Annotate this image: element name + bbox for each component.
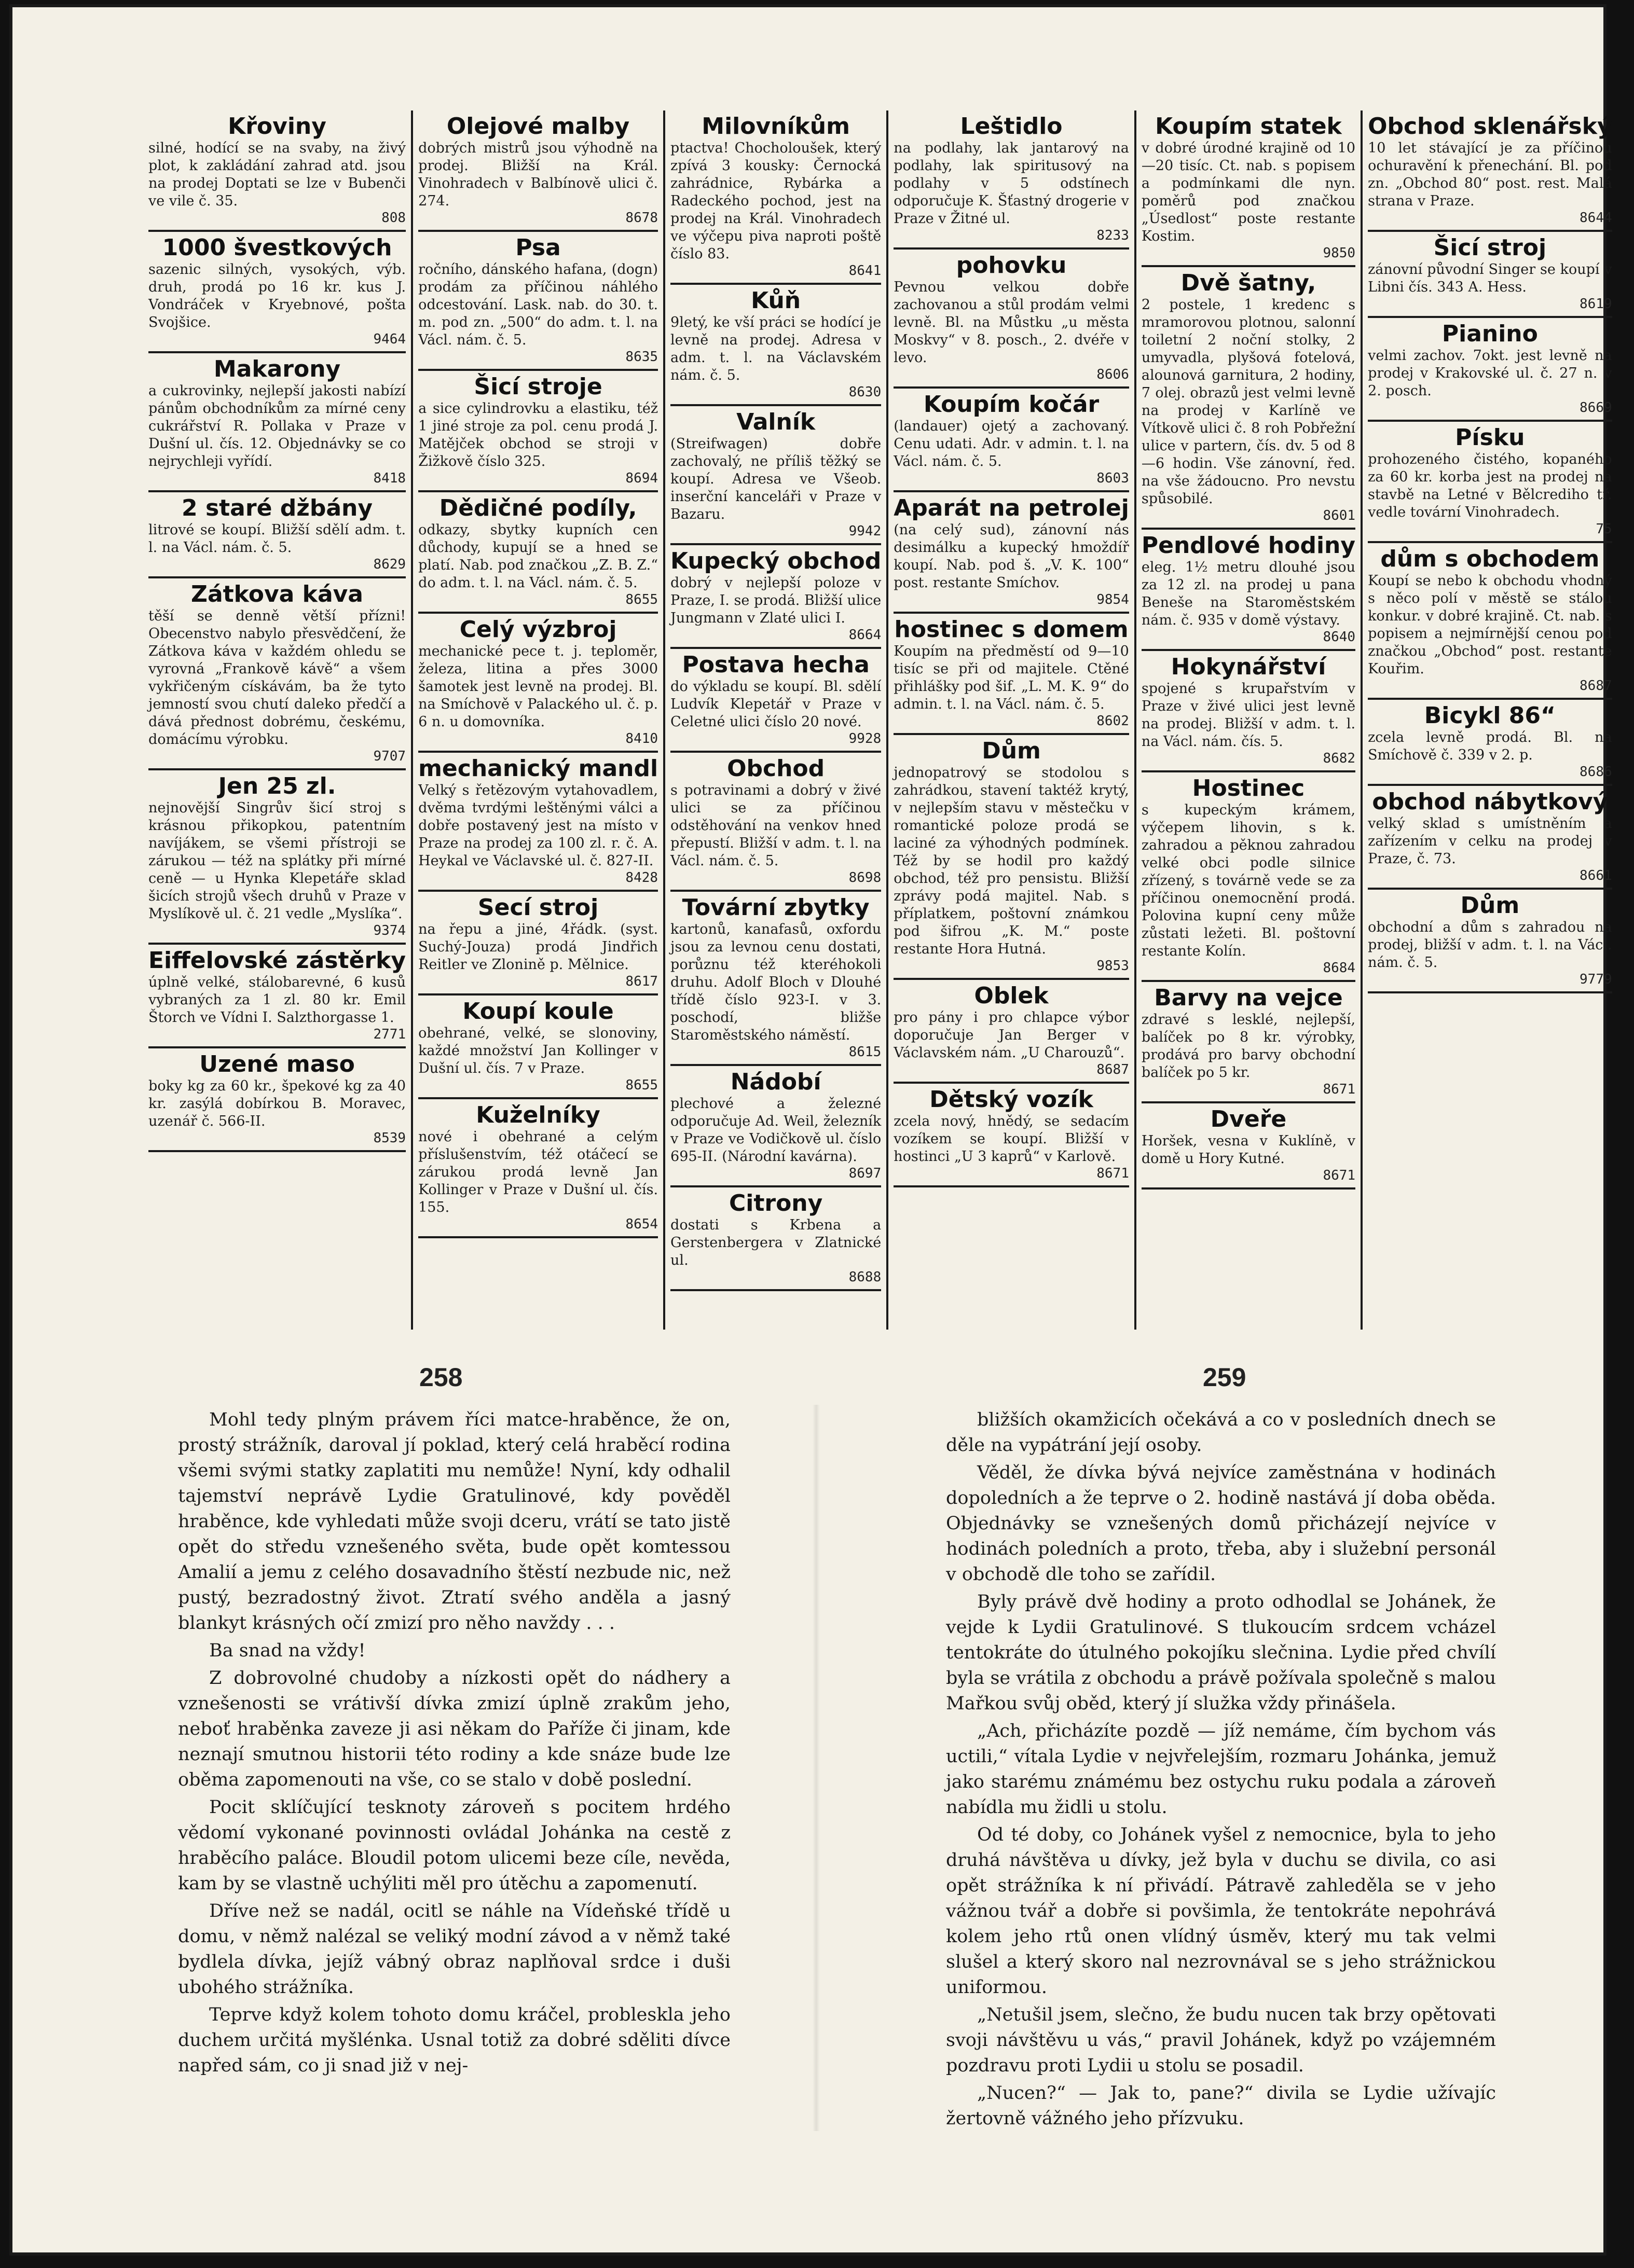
story-column-left [178,1407,731,2081]
ad-heading: Koupí koule [462,998,614,1025]
classified-ad [894,614,1129,735]
story-paragraph: „Netušil jsem, slečno, že budu nucen tak brzy opětovati svoji návštěvu u vás,“ pravil Johánek, když po vzájemném pozdravu proti Lydii u stolu se posadil. [946,2004,1496,2076]
page-fold [813,1405,820,2131]
ad-text: (Streifwagen) dobře zachovalý, ne příliš těžký se koupí. Adresa ve Všeob. inserční kanceláři v Praze v Bazaru. [670,436,882,522]
ad-number: 8686 [1580,764,1612,780]
ad-heading: Makarony [213,356,341,382]
classified-ad [670,1066,881,1187]
newspaper-page [9,4,1612,2256]
ad-number: 9928 [848,731,882,746]
ad-number: 8669 [1580,400,1612,416]
story-paragraph: „Nucen?“ — Jak to, pane?“ divila se Lydie užívajíc žertovně vážného jeho přízvuku. [946,2083,1496,2129]
ad-text: 2 postele, 1 kredenc s mramorovou plotnou, salonní toiletní 2 noční stolky, 2 umyvadla, plyšová fotelová, alounová garnitura, 2 hodiny, 7 olej. obrazů jest velmi levně na prodej v Karlíně ve Vítkově ulici č. 8 roh Pobřežní ulice v partern, čís. dv. 5 od 8—6 hodin. Vše zánovní, řed. na vše žádoucno. Pro nevstu spůsobilé. [1141,297,1356,507]
classified-ad [418,492,658,614]
ad-text: zánovní původní Singer se koupí v Libni čís. 343 A. Hess. [1368,261,1612,295]
classified-ad [1368,890,1612,993]
classified-ad [670,649,881,753]
classified-ad [894,110,1129,250]
ad-heading: hostinec s domem [894,616,1129,643]
classified-ad [1368,318,1612,422]
ad-number: 9707 [373,749,406,764]
classified-ad [894,1084,1129,1187]
ad-number: 8410 [625,731,658,746]
ads-column [663,110,886,1330]
ad-number: 8619 [1580,296,1612,312]
ad-heading: Dvě šatny, [1180,270,1316,296]
ad-number: 9374 [373,923,406,938]
ads-column [143,110,411,1330]
classified-ad [670,892,881,1066]
ad-text: mechanické pece t. j. teploměr, železa, litina a přes 3000 šamotek jest levně na prodej. Bl. na Smíchově v Palackého ul. č. p. 6 n. u domovníka. [418,643,658,730]
story-paragraph: Věděl, že dívka bývá nejvíce zaměstnána v hodinách dopoledních a že teprve o 2. hodině nastává jí doba oběda. Objednávky se vznešených domů přicházejí nejvíce v hodinách poledních a proto, třeba, aby i služební personál v obchodě dle toho se zařídil. [946,1462,1496,1585]
ad-number: 8684 [1323,960,1356,976]
classified-ad [670,110,881,285]
ad-number: 8615 [848,1044,882,1060]
ad-number: 9854 [1096,592,1129,607]
ad-heading: Leštidlo [960,113,1063,140]
ad-text: prohozeného čistého, kopaného za 60 kr. korba jest na prodej na stavbě na Letné v Bělcrediho tř. vedle tovární Vinohradech. [1368,451,1612,520]
ad-heading: Obchod [727,755,825,782]
classified-ad [418,1099,658,1238]
classified-ad [1368,110,1612,232]
ads-column [1361,110,1617,1330]
story-column-right [946,1407,1496,2134]
ad-text: boky kg za 60 kr., špekové kg za 40 kr. zasýlá dobírkou B. Moravec, uzenář č. 566-II. [148,1078,406,1129]
ad-text: jednopatrový se stodolou s zahrádkou, stavení taktéž krytý, v nejlepším stavu v městečku v romantické poloze prodá se laciné za výhodných podmínek. Též by se hodil pro každý obchod, též pro pensistu. Bližší zprávy podá majitel. Nab. s příplatkem, poštovní známkou pod šifrou „K. M.“ poste restante Hora Hutná. [894,765,1129,957]
ad-heading: Dědičné podíly, [439,495,637,521]
ad-number: 8688 [848,1269,882,1285]
ad-heading: Uzené maso [199,1051,355,1077]
classified-ad [894,389,1129,492]
classified-ad [1142,110,1355,267]
classified-ad [148,353,406,492]
story-paragraph: Pocit sklíčující tesknoty zároveň s pocitem hrdého vědomí vykonané povinnosti ovládal Johánka na cestě z hraběcího paláce. Bloudil potom ulicemi beze cíle, nevěda, kam by se vlastně uchýliti měl pro útěchu a zapomenutí. [178,1797,731,1894]
ad-text: zdravé s lesklé, nejlepší, balíček po 8 kr. výrobky, prodává pro barvy obchodní balíček po 5 kr. [1141,1012,1356,1081]
ad-text: a cukrovinky, nejlepší jakosti nabízí pánům obchodníkům za mírné ceny cukrářství R. Pollaka v Praze v Dušní ul. čís. 12. Objednávky se co nejrychleji vyřídí. [148,383,406,469]
classified-ad [418,892,658,995]
classified-ad [418,232,658,371]
ad-number: 8233 [1096,228,1129,243]
ad-text: 9letý, ke vší práci se hodící je levně na prodej. Adresa v adm. t. l. na Václavském nám. č. 5. [670,314,882,383]
ad-text: a sice cylindrovku a elastiku, též 1 jiné stroje za pol. cenu prodá J. Matějček obchod se stroji v Žižkově číslo 325. [418,400,658,469]
ads-column [886,110,1134,1330]
ad-number: 8606 [1096,367,1129,382]
ad-heading: Koupím kočár [923,391,1100,418]
ad-number: 8694 [625,471,658,486]
ad-number: 8687 [1580,678,1612,694]
ad-heading: Písku [1455,424,1525,451]
ad-number: 8635 [625,349,658,365]
ad-heading: Obchod sklenářský [1368,113,1612,140]
ad-number: 8698 [848,870,882,886]
ad-text: (landauer) ojetý a zachovaný. Cenu udati. Adr. v admin. t. l. na Václ. nám. č. 5. [894,418,1129,469]
classified-ad [670,406,881,545]
ads-column [1134,110,1361,1330]
ad-text: zcela nový, hnědý, se sedacím vozíkem se koupí. Bližší v hostinci „U 3 kaprů“ v Karlově. [894,1113,1129,1165]
ad-number: 8654 [625,1216,658,1232]
ad-text: úplně velké, stálobarevné, 6 kusů vybraných za 1 zl. 80 kr. Emil Štorch ve Vídni I. Salzthorgasse 1. [148,974,406,1026]
classified-ad [148,578,406,770]
classified-ad [670,545,881,649]
classified-ad [1368,232,1612,318]
ad-text: těší se denně větší přízni! Obecenstvo nabylo přesvědčení, že Zátkova káva v každém ohledu se vyrovná „Frankově kávě“ a všem vykřičeným cískávám, ba že tyto jemností svou chutí daleko předčí a dává přednost dobrému, českému, domácímu výrobku. [148,608,406,748]
ad-heading: Šicí stroj [1433,234,1547,261]
story-paragraph: Ba snad na vždy! [209,1640,366,1661]
ad-number: 8644 [1580,210,1612,226]
ad-number: 8617 [625,974,658,989]
ad-text: do výkladu se koupí. Bl. sdělí Ludvík Klepetář v Praze v Celetné ulici číslo 20 nové. [670,679,882,730]
ad-heading: mechanický mandl [418,755,658,782]
ad-number: 8678 [625,210,658,226]
ad-text: (na celý sud), zánovní nás desimálku a kupecký hmoždíř koupí. Nab. pod š. „V. K. 100“ post. restante Smíchov. [894,522,1129,591]
story-paragraph: „Ach, přicházíte pozdě — jíž nemáme, čím bychom vás uctili,“ vítala Lydie v nejvřelejším, rozmaru Johánka, jemuž jako starému známému bez ostychu ruku podala a zároveň nabídla mu židli u stolu. [946,1721,1496,1818]
ad-text: obchodní a dům s zahradou na prodej, bližší v adm. t. l. na Václ. nám. č. 5. [1368,919,1612,971]
classified-ad [1368,700,1612,786]
ad-heading: obchod nábytkový [1372,789,1608,815]
ad-number: 9853 [1096,958,1129,974]
ad-heading: Dům [982,738,1041,764]
ad-heading: Pendlové hodiny [1141,532,1356,559]
ad-heading: Jen 25 zl. [218,773,336,799]
classified-ad [670,285,881,406]
ad-heading: Zátkova káva [191,581,364,607]
ad-number: 8687 [1096,1062,1129,1077]
story-paragraph: Mohl tedy plným právem říci matce-hraběnce, že on, prostý strážník, daroval jí poklad, který celá hraběcí rodina všemi svými statky zaplatiti mu nemůže! Nyní, kdy odhalil tajemství neprávě Lydie Gratulinové, kdy pověděl hraběnce, kde vyhledati může svoji dceru, vrátí se tato jistě opět do středu vznešeného světa, bude opět komtessou Amalií a jemu z celého dosavadního štěstí nezbude nic, než pustý, bezradostný život. Ztratí svého anděla a jasný blankyt krásných očí zmizí pro něho navždy . . . [178,1409,731,1634]
ad-heading: Postava hecha [682,652,870,678]
ad-heading: Valník [736,409,816,435]
ad-text: dobrý v nejlepší poloze v Praze, I. se prodá. Bližší ulice Jungmann v Zlaté ulici I. [670,575,882,626]
ad-heading: dům s obchodem [1380,546,1600,572]
ad-text: dobrých mistrů jsou výhodně na prodej. Bližší na Král. Vinohradech v Balbínově ulici č. 274. [418,140,658,209]
classified-ad [670,753,881,892]
ad-heading: 2 staré džbány [182,495,373,521]
classified-ad [148,492,406,578]
classified-ad [418,995,658,1099]
page-number-right: 259 [1203,1363,1246,1392]
ad-heading: Oblek [974,983,1049,1009]
ad-number: 8671 [1096,1166,1129,1181]
ad-heading: Bicykl 86“ [1424,702,1556,729]
story-paragraph: Z dobrovolné chudoby a nízkosti opět do nádhery a vznešenosti se vrátivší dívka zmizí úplně zrakům jeho, neboť hraběnka zaveze ji asi někam do Paříže či jinam, kde neznají smutnou historii této rodiny a kde snáze bude lze oběma zapomenouti na vše, co se stalo v době poslední. [178,1668,731,1790]
ad-number: 9464 [373,331,406,347]
ad-text: kartonů, kanafasů, oxfordu jsou za levnou cenu dostati, porůznu též kteréhokoli druhu. Adolf Bloch v Dlouhé třídě číslo 923-I. v 3. poschodí, bližše Staroměstského náměstí. [670,921,882,1043]
ad-number: 75 [1596,521,1612,537]
ad-number: 8655 [625,1077,658,1093]
ad-number: 8629 [373,557,406,572]
ad-heading: Barvy na vejce [1154,985,1343,1011]
ad-number: 9850 [1323,245,1356,261]
classified-ad [670,1187,881,1291]
ad-heading: 1000 švestkových [162,234,392,261]
classified-ad [894,735,1129,980]
ad-text: v dobré úrodné krajině od 10—20 tisíc. Ct. nab. s popisem a podmínkami dle nyn. poměrů pod značkou „Úsedlost“ poste restante Kostim. [1141,140,1356,244]
ad-heading: Milovníkům [702,113,850,140]
classified-ad [1142,982,1355,1103]
ad-number: 8661 [1580,868,1612,883]
ad-number: 8601 [1323,508,1356,523]
ad-heading: Dětský vozík [929,1086,1093,1113]
page-number-left: 258 [419,1363,463,1392]
ad-heading: Kuželníky [476,1102,600,1128]
ad-heading: Nádobí [730,1069,821,1095]
ad-heading: Křoviny [228,113,326,140]
ad-number: 8671 [1323,1082,1356,1097]
ad-text: spojené s krupařstvím v Praze v živé ulici jest levně na prodej. Bližší v adm. t. l. na Václ. nám. čís. 5. [1141,681,1356,750]
ad-number: 8682 [1323,751,1356,766]
ad-heading: Secí stroj [477,894,599,921]
ad-text: ptactva! Chocholoušek, který zpívá 3 kousky: Černocká zahrádnice, Rybárka a Radeckého pochod, jest na prodej na Král. Vinohradech ve výčepu piva naproti poště číslo 83. [670,140,882,262]
classified-ad [148,1048,406,1152]
ad-text: Koupím na předměstí od 9—10 tisíc se při od majitele. Ctěné přihlášky pod šif. „L. M. K. 9“ do admin. t. l. na Václ. nám. č. 5. [894,643,1129,712]
ad-text: silné, hodící se na svaby, na živý plot, k zakládání zahrad atd. jsou na prodej Doptati se lze v Bubenči ve vile č. 35. [148,140,406,209]
classified-ad [1368,543,1612,700]
ad-text: Horšek, vesna v Kuklíně, v domě u Hory Kutné. [1141,1133,1356,1167]
ad-text: na řepu a jiné, 4řádk. (syst. Suchý-Jouza) prodá Jindřich Reitler ve Zlonině p. Mělnice. [418,921,658,973]
ad-text: na podlahy, lak jantarový na podlahy, lak spiritusový na podlahy v 5 odstínech odporučuje K. Šťastný drogerie v Praze v Žitné ul. [894,140,1129,227]
ad-text: odkazy, sbytky kupních cen důchody, kupují se a hned se platí. Nab. pod značkou „Z. B. Z.“ do adm. t. l. na Václ. nám. č. 5. [418,522,658,591]
ad-heading: Hokynářství [1171,654,1326,680]
classified-ad [1142,530,1355,651]
ad-text: velmi zachov. 7okt. jest levně na prodej v Krakovské ul. č. 27 n. v 2. posch. [1368,348,1612,399]
ad-number: 8428 [625,870,658,886]
ad-number: 9779 [1580,972,1612,987]
ads-column [411,110,663,1330]
ad-text: sazenic silných, vysokých, výb. druh, prodá po 16 kr. kus J. Vondráček v Kryebnové, pošta Svojšice. [148,261,406,330]
ad-heading: Kupecký obchod [670,548,882,574]
ad-number: 8655 [625,592,658,607]
ad-text: litrové se koupí. Bližší sdělí adm. t. l. na Václ. nám. č. 5. [148,522,406,556]
ad-heading: Psa [515,234,561,261]
ad-text: zcela levně prodá. Bl. na Smíchově č. 339 v 2. p. [1368,729,1612,763]
ad-heading: Šicí stroje [474,374,602,400]
ad-number: 8641 [848,263,882,279]
ad-text: velký sklad s umístněním a zařízením v celku na prodej v Praze, č. 73. [1368,815,1612,867]
classified-ad [148,110,406,232]
ad-heading: Dům [1460,892,1520,919]
ad-number: 8539 [373,1130,406,1146]
ad-text: eleg. 1½ metru dlouhé jsou za 12 zl. na prodej u pana Beneše na Staroměstském nám. č. 935 v domě výstavy. [1141,559,1356,628]
classified-ad [148,770,406,945]
ad-text: Pevnou velkou dobře zachovanou a stůl prodám velmi levně. Bl. na Můstku „u města Moskvy“ v 8. posch., 2. dvéře v levo. [894,279,1129,366]
ad-heading: Celý výzbroj [459,616,617,643]
classified-ad [148,945,406,1048]
ad-text: Koupí se nebo k obchodu vhodný s něco polí v městě se stálou konkur. v dobré krajině. Ct. nab. s popisem a nejmírnější cenou pod značkou „Obchod“ post. restante Kouřim. [1368,573,1612,677]
ad-heading: Olejové malby [446,113,630,140]
ad-number: 808 [381,210,406,226]
ad-heading: Pianino [1441,321,1538,347]
ad-text: obehrané, velké, se slonoviny, každé množství Jan Kollinger v Dušní ul. čís. 7 v Praze. [418,1025,658,1076]
classified-ad [894,980,1129,1084]
ad-heading: pohovku [956,252,1067,279]
ad-number: 8664 [848,627,882,643]
ad-heading: Eiffelovské zástěrky [148,947,406,974]
story-paragraph: Od té doby, co Johánek vyšel z nemocnice, byla to jeho druhá návštěva u dívky, jež byla v duchu se divila, co asi opět strážníka k ní přivádí. Pátravě zahleděla se v jeho vážnou tvář a dobře si povšimla, že tentokráte nepohrává kolem jeho rtů onen vlídný úsměv, který mu tak velmi slušel a který skoro nal nezrovnával se s jeho strážnickou uniformou. [946,1824,1496,1998]
ad-heading: Dveře [1210,1106,1287,1132]
ad-number: 8418 [373,471,406,486]
classified-ad [418,371,658,492]
ad-number: 8640 [1323,629,1356,645]
ad-heading: Kůň [751,287,801,314]
ad-number: 8630 [848,384,882,400]
ad-heading: Hostinec [1192,775,1305,801]
ad-number: 9942 [848,523,882,539]
ad-number: 8603 [1096,471,1129,486]
ad-number: 8602 [1096,713,1129,729]
classified-ad [418,753,658,892]
classified-ads-section [143,110,1612,1330]
ad-number: 8671 [1323,1168,1356,1183]
story-paragraph: Teprve když kolem tohoto domu kráčel, probleskla jeho duchem určitá myšlénka. Usnal totiž za dobré sděliti dívce napřed sám, co ji snad již v nej- [178,2004,731,2076]
classified-ad [1368,786,1612,890]
ad-text: nové i obehrané a celým příslušenstvím, též otáčecí se zárukou prodá levně Jan Kollinger v Praze v Dušní ul. čís. 155. [418,1129,658,1215]
ad-text: Velký s řetězovým vytahovadlem, dvěma tvrdými leštěnými válci a dobře postavený jest na místo v Praze na prodej za 100 zl. r. č. A. Heykal ve Václavské ul. č. 827-II. [418,782,658,869]
ad-text: s kupeckým krámem, výčepem lihovin, s k. zahradou a pěknou zahradou velké obci podle silnice zřízený, s továrně vede se za příčinou onemocnění prodá. Polovina kupní ceny může zůstati ležeti. Bl. poštovní restante Kolín. [1141,802,1356,959]
ad-text: pro pány i pro chlapce výbor doporučuje Jan Berger v Václavském nám. „U Charouzů“. [894,1009,1129,1061]
story-paragraph: bližších okamžicích očekává a co v posledních dnech se děle na vypátrání její osoby. [946,1409,1496,1456]
classified-ad [1368,422,1612,543]
ad-text: nejnovější Singrův šicí stroj s krásnou přikopkou, patentním navíjákem, se všemi přístroji se zárukou — též na splátky při mírné ceně — u Hynka Klepetáře sklad šicích strojů všech druhů v Praze v Myslíkově ul. č. 21 vedle „Myslíka“. [148,800,406,922]
classified-ad [894,492,1129,614]
ad-text: dostati s Krbena a Gerstenbergera v Zlatnické ul. [670,1217,882,1268]
classified-ad [1142,651,1355,772]
ad-text: plechové a železné odporučuje Ad. Weil, železník v Praze ve Vodičkově ul. číslo 695-II. (Národní kavárna). [670,1096,882,1165]
story-paragraph: Byly právě dvě hodiny a proto odhodlal se Johánek, že vejde k Lydii Gratulinové. S tlukoucím srdcem vcházel tentokráte do útulného pokojíku slečnina. Lydie před chvílí byla se vrátila z obchodu a právě požívala společně s malou Mařkou svůj oběd, který jí služka vždy přinášela. [946,1592,1496,1714]
ad-heading: Koupím statek [1155,113,1342,140]
ad-text: s potravinami a dobrý v živé ulici se za příčinou odstěhování na venkov hned přepustí. Bližší v adm. t. l. na Václ. nám. č. 5. [670,782,882,869]
classified-ad [1142,772,1355,982]
story-paragraph: Dříve než se nadál, ocitl se náhle na Vídeňské třídě u domu, v němž nalézal se veliký modní závod a v němž také bydlela dívka, jejíž vábný obraz naplňoval srdce i duši ubohého strážníka. [178,1901,731,1998]
classified-ad [1142,267,1355,530]
classified-ad [148,232,406,353]
ad-text: 10 let stávající je za příčinou ochuravění k přenechání. Bl. pod zn. „Obchod 80“ post. rest. Malá strana v Praze. [1368,140,1612,209]
classified-ad [418,614,658,753]
classified-ad [418,110,658,232]
classified-ad [894,250,1129,389]
ad-number: 8697 [848,1166,882,1181]
ad-text: ročního, dánského hafana, (dogn) prodám za příčinou náhlého odcestování. Lask. nab. do 30. t. m. pod zn. „500“ do adm. t. l. na Václ. nám. č. 5. [418,261,658,348]
ad-heading: Citrony [729,1190,823,1216]
classified-ad [1142,1103,1355,1190]
ad-number: 2771 [373,1027,406,1042]
ad-heading: Aparát na petrolej [894,495,1129,521]
ad-heading: Tovární zbytky [682,894,870,921]
